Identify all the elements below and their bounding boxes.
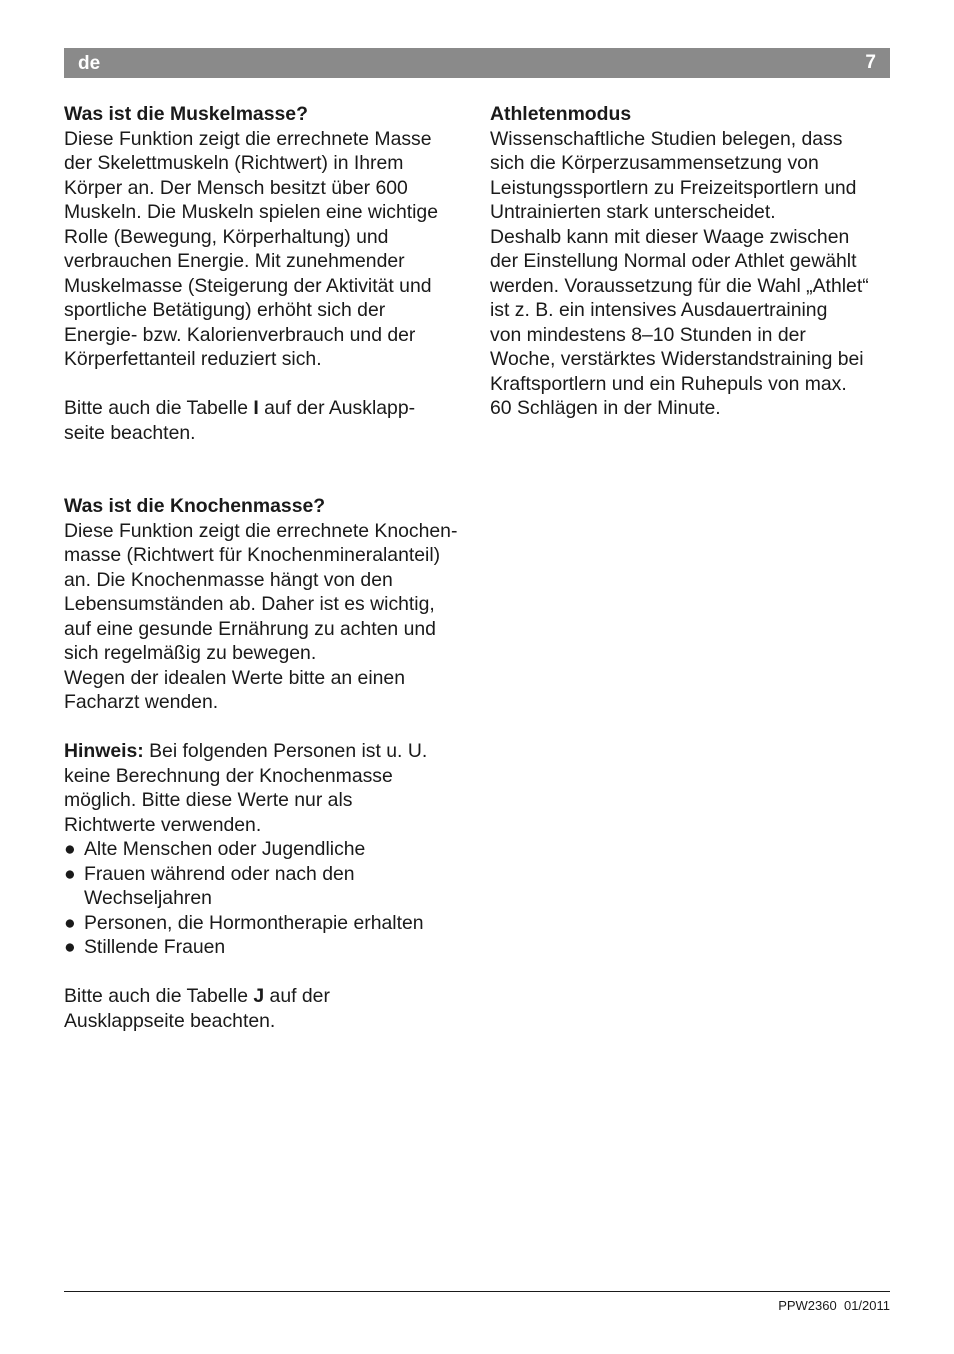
hint-label: Hinweis:: [64, 740, 144, 762]
muscle-line: Körper an. Der Mensch besitzt über 600: [64, 176, 408, 199]
bone-line: sich regelmäßig zu bewegen.: [64, 642, 317, 664]
note-text: auf der: [264, 985, 330, 1007]
list-item: [64, 862, 469, 887]
bone-line: Diese Funktion zeigt die errechnete Knochen-: [64, 519, 458, 542]
hint-text: Bei folgenden Personen ist u. U.: [143, 740, 428, 762]
bone-line: masse (Richtwert für Knochenmineralanteil): [64, 544, 441, 566]
muscle-line: Körperfettanteil reduziert sich.: [64, 348, 322, 370]
athlete-section: [490, 102, 900, 421]
bullet-icon: ●: [64, 862, 76, 885]
bullet-list: [64, 837, 469, 960]
right-column: [490, 102, 900, 421]
bone-line: Facharzt wenden.: [64, 691, 219, 713]
muscle-line: Rolle (Bewegung, Körperhaltung) und: [64, 225, 389, 248]
list-item-text: Frauen während oder nach den: [84, 862, 355, 885]
list-item: [64, 911, 469, 936]
list-item-text: Personen, die Hormontherapie erhalten: [84, 911, 424, 934]
muscle-line: Muskeln. Die Muskeln spielen eine wichtige: [64, 201, 438, 223]
model-number: PPW2360: [778, 1298, 837, 1313]
muscle-section: [64, 102, 469, 445]
athlete-line: 60 Schlägen in der Minute.: [490, 397, 721, 419]
bullet-icon: ●: [64, 838, 76, 860]
muscle-line: Diese Funktion zeigt die errechnete Masse: [64, 127, 432, 150]
hint-line: möglich. Bitte diese Werte nur als: [64, 789, 353, 811]
note-text: Bitte auch die Tabelle: [64, 397, 254, 419]
table-ref: J: [253, 985, 265, 1007]
note-text: auf der Ausklapp-: [258, 397, 416, 419]
note-text: Bitte auch die Tabelle: [64, 985, 254, 1007]
athlete-line: der Einstellung Normal oder Athlet gewählt: [490, 250, 857, 272]
hint-line: Richtwerte verwenden.: [64, 813, 262, 836]
bone-line: auf eine gesunde Ernährung zu achten und: [64, 617, 436, 640]
athlete-line: Wissenschaftliche Studien belegen, dass: [490, 127, 843, 150]
edition-date: 01/2011: [843, 1298, 890, 1313]
muscle-line: sportliche Betätigung) erhöht sich der: [64, 299, 386, 321]
athlete-line: Kraftsportlern und ein Ruhepuls von max.: [490, 372, 847, 395]
bone-heading: Was ist die Knochenmasse?: [64, 495, 326, 517]
list-item-text: Alte Menschen oder Jugendliche: [84, 838, 366, 860]
header-bar: [64, 48, 890, 78]
bone-line: Wegen der idealen Werte bitte an einen: [64, 666, 406, 689]
list-item: [64, 935, 469, 960]
athlete-line: sich die Körperzusammensetzung von: [490, 152, 819, 174]
bone-table-note-cont: Ausklappseite beachten.: [64, 1009, 276, 1032]
muscle-line: Muskelmasse (Steigerung der Aktivität und: [64, 274, 432, 297]
athlete-line: Woche, verstärktes Widerstandstraining bei: [490, 348, 864, 370]
bone-section: [64, 494, 469, 1033]
muscle-line: Energie- bzw. Kalorienverbrauch und der: [64, 323, 416, 346]
athlete-line: Untrainierten stark unterscheidet.: [490, 201, 776, 223]
athlete-line: werden. Voraussetzung für die Wahl „Athlet“: [490, 274, 869, 297]
table-ref: I: [253, 397, 259, 419]
list-item-text: Stillende Frauen: [84, 936, 226, 958]
left-column: [64, 102, 469, 1033]
language-label: de: [78, 53, 101, 74]
muscle-table-note-cont: seite beachten.: [64, 421, 196, 444]
bullet-icon: ●: [64, 936, 76, 958]
hint-line: keine Berechnung der Knochenmasse: [64, 764, 393, 787]
bone-line: an. Die Knochenmasse hängt von den: [64, 568, 393, 591]
page-number: 7: [865, 52, 876, 73]
muscle-heading: Was ist die Muskelmasse?: [64, 103, 308, 125]
bone-table-note: [64, 984, 469, 1009]
athlete-line: von mindestens 8–10 Stunden in der: [490, 323, 806, 346]
bullet-icon: ●: [64, 911, 76, 934]
athlete-line: Deshalb kann mit dieser Waage zwischen: [490, 225, 850, 248]
athlete-line: ist z. B. ein intensives Ausdauertraining: [490, 299, 828, 321]
muscle-line: der Skelettmuskeln (Richtwert) in Ihrem: [64, 152, 404, 174]
list-item: [64, 837, 469, 862]
muscle-table-note: [64, 396, 469, 421]
athlete-heading: Athletenmodus: [490, 103, 632, 125]
hint-line: [64, 739, 469, 764]
footer: [778, 1298, 890, 1313]
bone-line: Lebensumständen ab. Daher ist es wichtig,: [64, 593, 435, 615]
list-item-continuation: Wechseljahren: [84, 887, 212, 909]
muscle-line: verbrauchen Energie. Mit zunehmender: [64, 250, 405, 272]
athlete-line: Leistungssportlern zu Freizeitsportlern und: [490, 176, 857, 199]
footer-rule: [64, 1291, 890, 1292]
